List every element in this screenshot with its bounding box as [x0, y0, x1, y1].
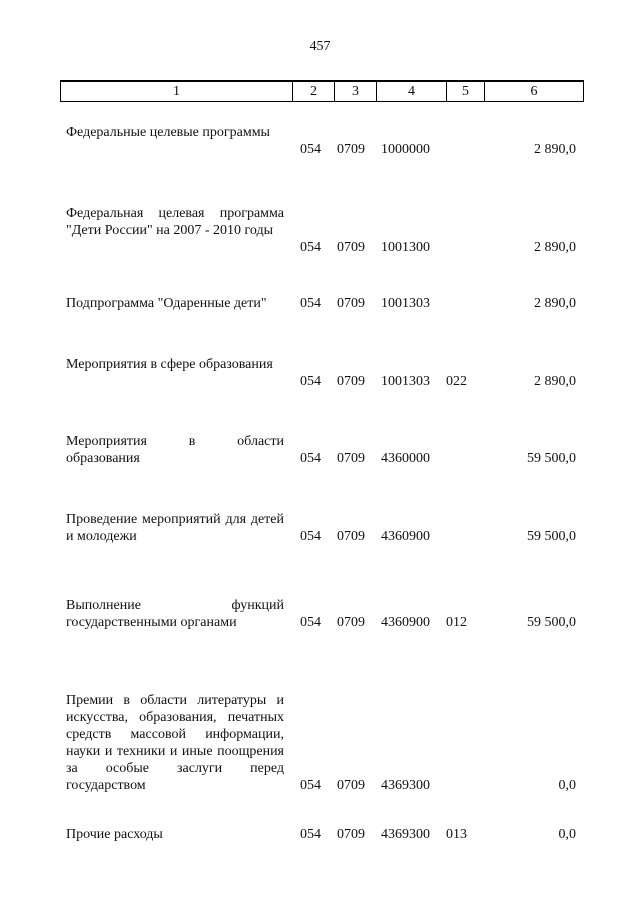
- row-sum: 0,0: [558, 827, 576, 842]
- header-col-3: 3: [335, 82, 377, 101]
- row-name: Прочие расходы: [66, 827, 163, 842]
- row-csr: 4369300: [381, 778, 430, 793]
- row-vr: 013: [446, 827, 467, 842]
- row-rz: 0709: [337, 778, 365, 793]
- row-csr: 4360000: [381, 451, 430, 466]
- row-ved: 054: [300, 374, 321, 389]
- row-csr: 1001300: [381, 240, 430, 255]
- row-name: Премии в области литературы и искусства, образования, печатных средств массовой информации, науки и техники и иные поощрения за особые заслуги перед государством: [66, 693, 284, 793]
- row-rz: 0709: [337, 142, 365, 157]
- row-name: Выполнение функций государственными органами: [66, 598, 284, 630]
- row-rz: 0709: [337, 827, 365, 842]
- row-ved: 054: [300, 296, 321, 311]
- row-sum: 59 500,0: [527, 615, 576, 630]
- row-name: Федеральные целевые программы: [66, 125, 270, 140]
- row-csr: 4360900: [381, 615, 430, 630]
- row-vr: 022: [446, 374, 467, 389]
- row-name: Федеральная целевая программа "Дети России" на 2007 - 2010 годы: [66, 206, 284, 238]
- row-csr: 1001303: [381, 374, 430, 389]
- row-vr: 012: [446, 615, 467, 630]
- row-csr: 4369300: [381, 827, 430, 842]
- row-csr: 1000000: [381, 142, 430, 157]
- row-csr: 1001303: [381, 296, 430, 311]
- row-sum: 59 500,0: [527, 529, 576, 544]
- row-rz: 0709: [337, 615, 365, 630]
- header-col-2: 2: [293, 82, 335, 101]
- row-ved: 054: [300, 778, 321, 793]
- row-rz: 0709: [337, 529, 365, 544]
- row-sum: 2 890,0: [534, 374, 576, 389]
- row-name: Мероприятия в области образования: [66, 434, 284, 466]
- row-csr: 4360900: [381, 529, 430, 544]
- page-number: 457: [309, 39, 331, 54]
- row-sum: 2 890,0: [534, 240, 576, 255]
- header-col-1: 1: [61, 82, 293, 101]
- row-ved: 054: [300, 451, 321, 466]
- row-ved: 054: [300, 142, 321, 157]
- row-sum: 2 890,0: [534, 296, 576, 311]
- row-name: Подпрограмма "Одаренные дети": [66, 296, 267, 311]
- row-rz: 0709: [337, 451, 365, 466]
- table-header: [60, 80, 584, 102]
- header-col-4: 4: [377, 82, 447, 101]
- row-rz: 0709: [337, 296, 365, 311]
- row-name: Мероприятия в сфере образования: [66, 357, 273, 372]
- row-ved: 054: [300, 240, 321, 255]
- row-sum: 2 890,0: [534, 142, 576, 157]
- row-ved: 054: [300, 827, 321, 842]
- row-name: Проведение мероприятий для детей и молодежи: [66, 512, 284, 544]
- row-ved: 054: [300, 529, 321, 544]
- header-col-5: 5: [447, 82, 485, 101]
- row-ved: 054: [300, 615, 321, 630]
- row-rz: 0709: [337, 240, 365, 255]
- row-rz: 0709: [337, 374, 365, 389]
- row-sum: 0,0: [558, 778, 576, 793]
- header-col-6: 6: [530, 83, 538, 99]
- row-sum: 59 500,0: [527, 451, 576, 466]
